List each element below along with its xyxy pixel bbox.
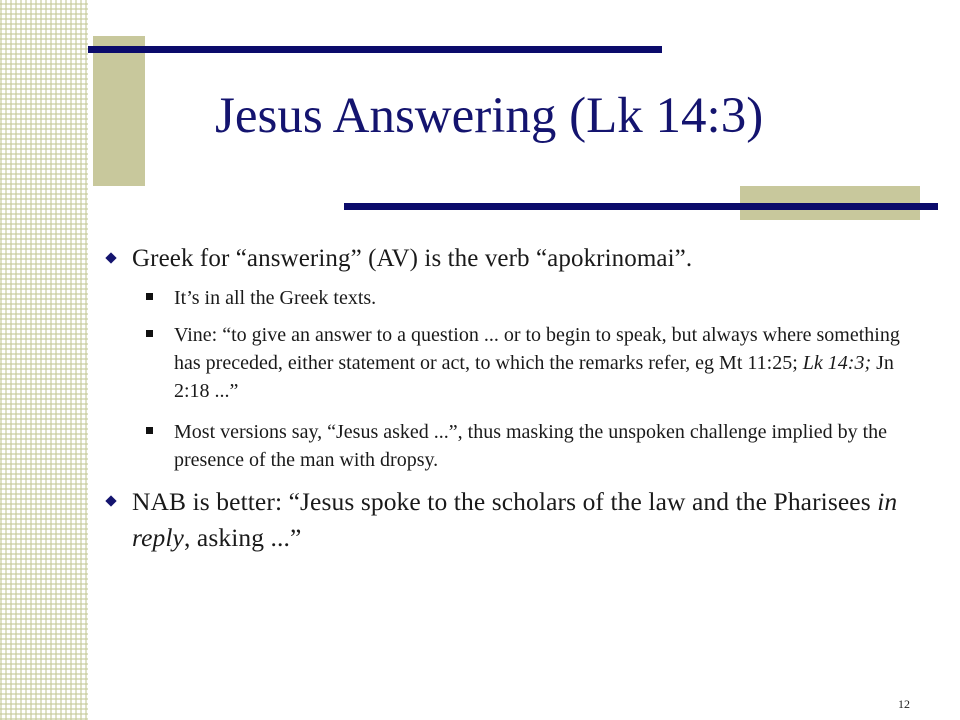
nab-text-italic: in reply	[132, 487, 898, 552]
page-number: 12	[898, 697, 910, 711]
subbullet-text: It’s in all the Greek texts.	[174, 287, 377, 309]
square-bullet-icon	[146, 330, 153, 337]
subbullet-most-versions	[104, 418, 904, 474]
bullet-text: Greek for “answering” (AV) is the verb “apokrinomai”.	[132, 245, 693, 272]
diamond-bullet-icon	[105, 252, 116, 263]
left-decorative-pattern	[0, 0, 88, 720]
title-rule-bottom	[344, 203, 938, 210]
subbullet-greek-texts	[104, 284, 904, 312]
slide-title: Jesus Answering (Lk 14:3)	[215, 88, 764, 144]
square-bullet-icon	[146, 293, 153, 300]
diamond-bullet-icon	[105, 495, 116, 506]
subbullet-text: Most versions say, “Jesus asked ...”, thus masking the unspoken challenge implied by the presence of the man with dropsy.	[174, 421, 888, 471]
subbullet-vine-quote	[104, 321, 904, 405]
bullet-greek-answering	[104, 242, 904, 275]
slide-body	[104, 242, 904, 556]
bullet-nab-better	[104, 484, 904, 556]
vine-quote-text: Vine: “to give an answer to a question ... or to begin to speak, but always where something has preceded, either statement or act, to which the remarks refer, eg Mt 11:25;	[174, 324, 900, 374]
square-bullet-icon	[146, 427, 153, 434]
accent-block-top-left	[93, 36, 145, 186]
subbullet-text	[174, 324, 900, 402]
vine-quote-reference-italic: Lk 14:3;	[802, 352, 872, 374]
bullet-text	[132, 487, 897, 552]
vine-quote-text-end: Jn 2:18 ...”	[174, 352, 894, 402]
nab-text: NAB is better: “Jesus spoke to the scholars of the law and the Pharisees	[132, 487, 878, 516]
title-rule-top	[88, 46, 662, 53]
nab-text-end: , asking ...”	[183, 523, 302, 552]
